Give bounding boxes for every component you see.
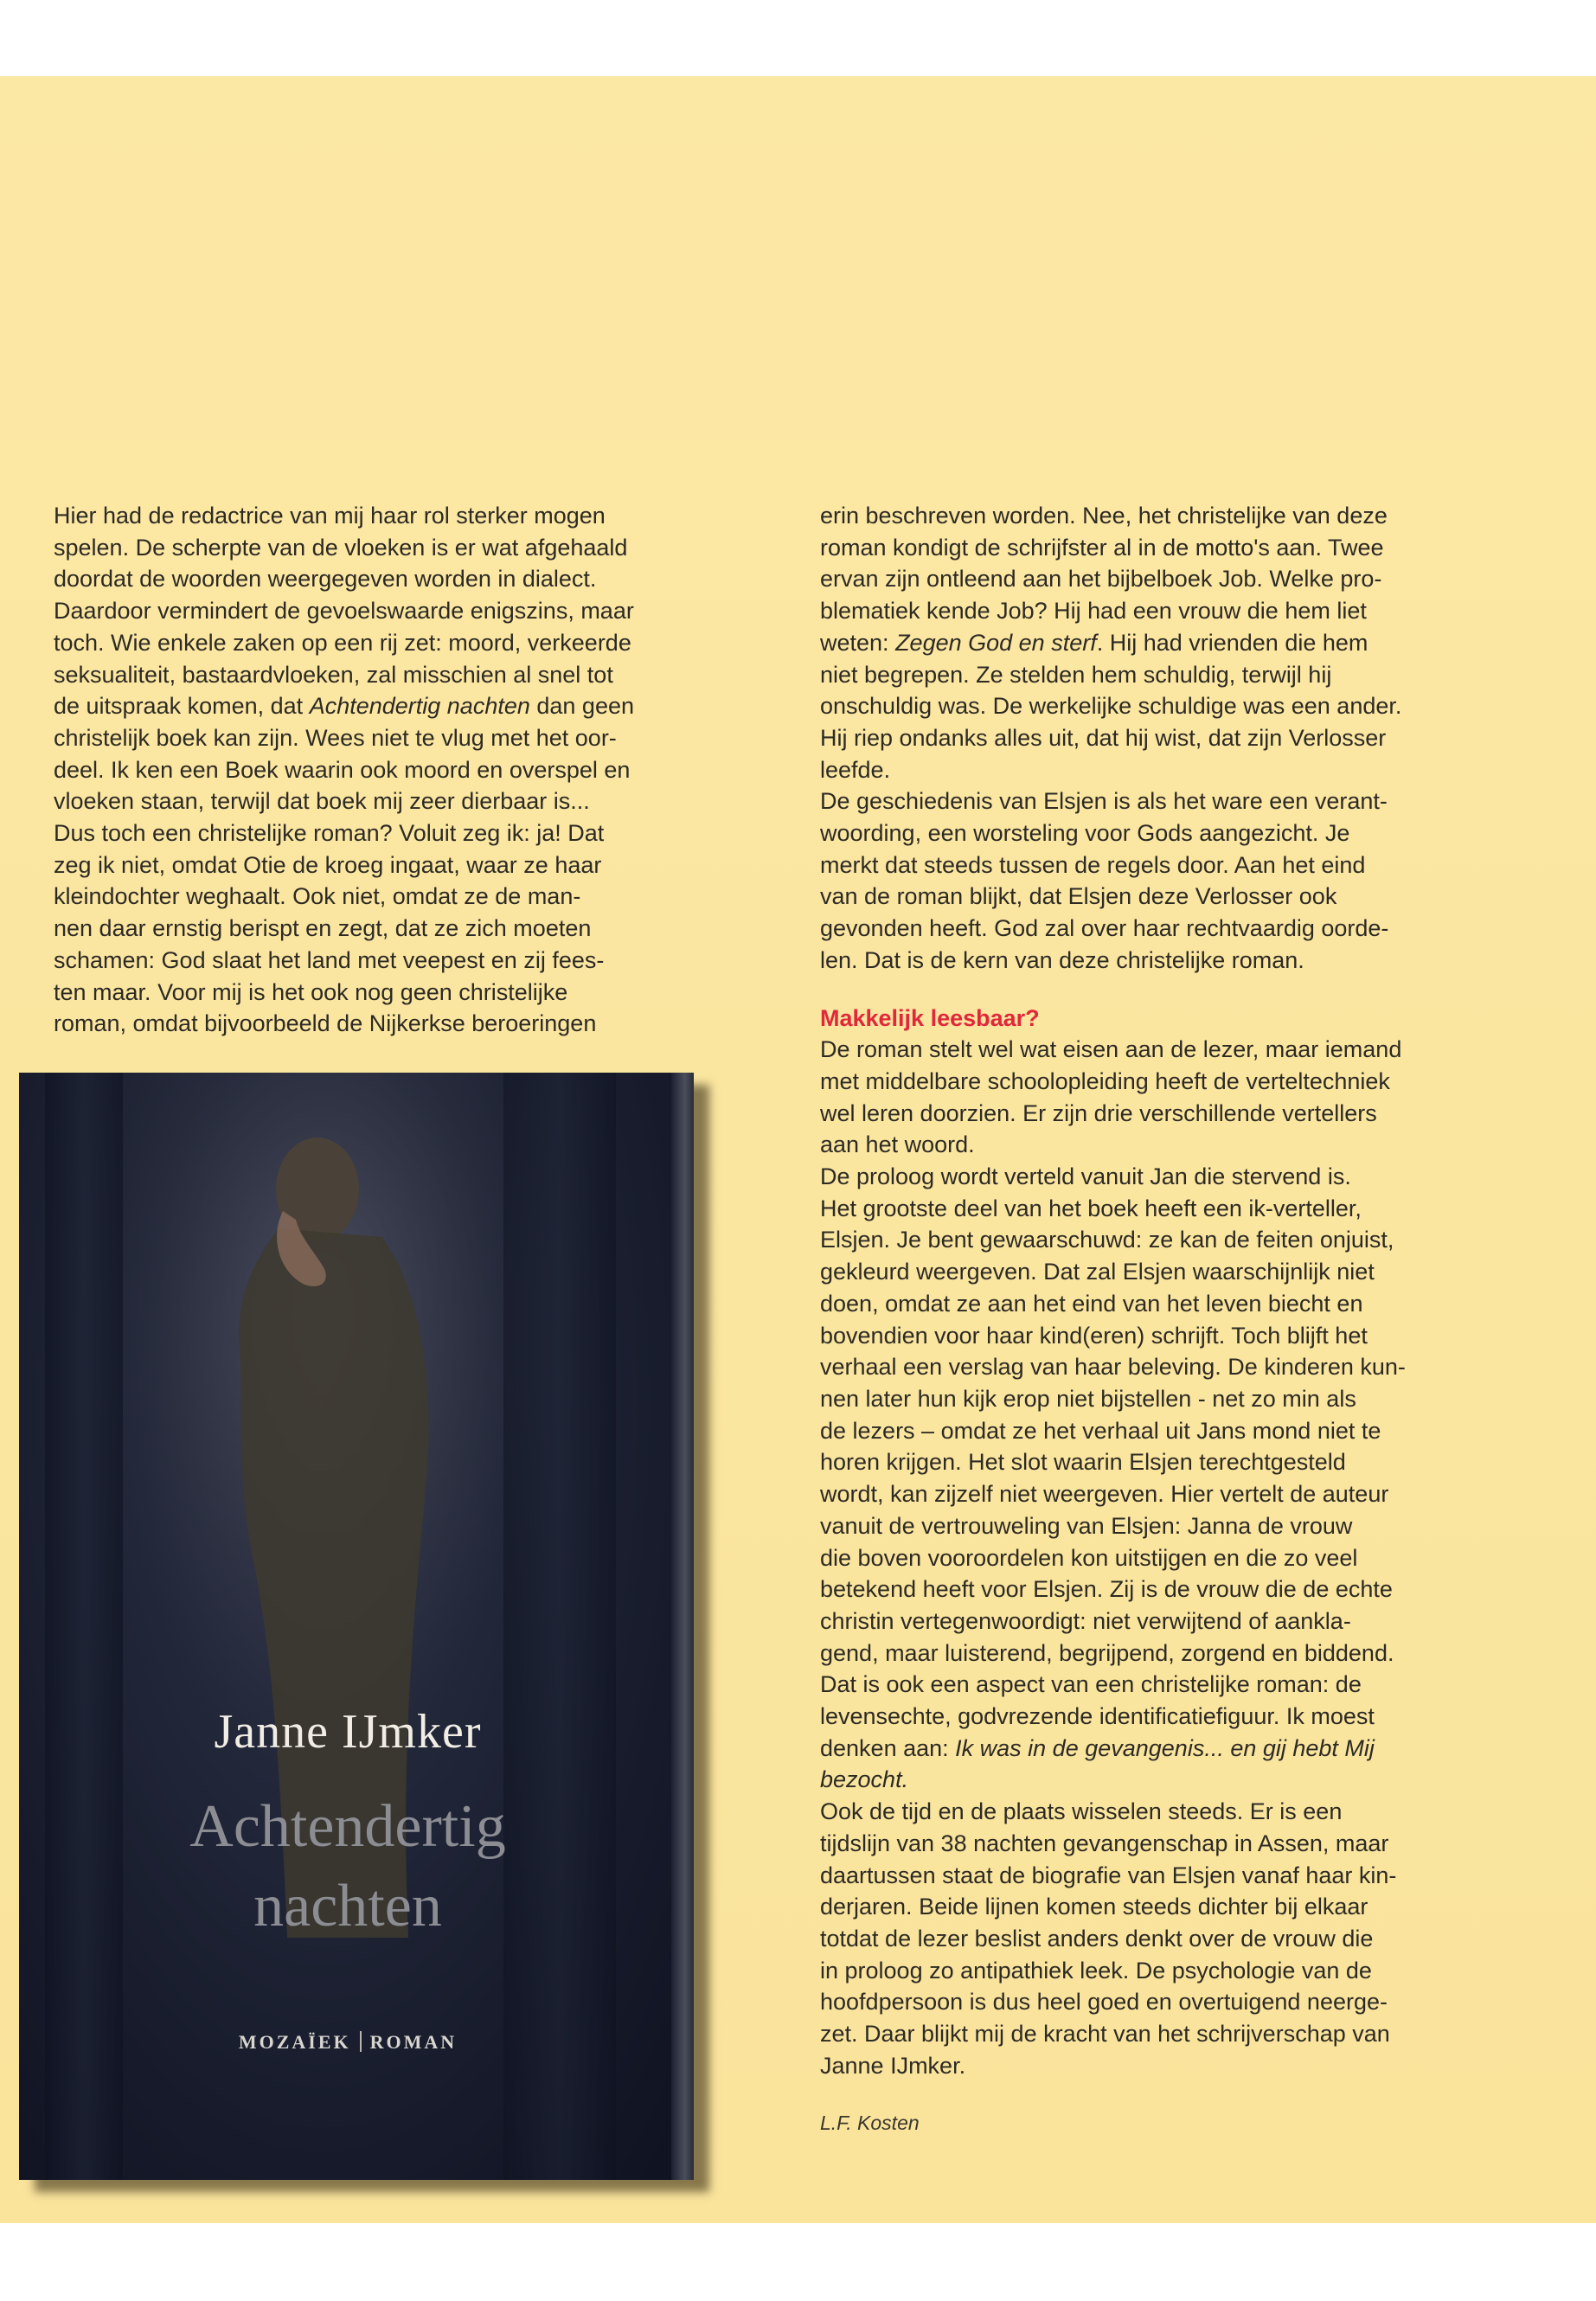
right-text-4a: De proloog wordt verteld vanuit Jan die stervend is. Het grootste deel van het boek heeft een ik-verteller, Elsjen. Je bent gewaarschuwd: ze kan de feiten onjuist, gekleurd weergeven. Dat zal Elsjen waarschijnlijk niet doen, omdat ze aan het eind van het leven biecht en bovendien voor haar kind(eren) schrijft. Toch blijft het verhaal een verslag van haar beleving. De kinderen kun- nen later hun kijk erop niet bijstellen - net zo min als de lezers – omdat ze het verhaal uit Jans mond niet te horen krijgen. Het slot waarin Elsjen terechtgesteld wordt, kan zijzelf niet weergeven. Hier vertelt de auteur vanuit de vertrouweling van Elsjen: Janna de vrouw die boven vooroordelen kon uitstijgen en die zo veel betekend heeft voor Elsjen. Zij is de vrouw die de echte christin vertegenwoordigt: niet verwijtend of aankla- gend, maar luisterend, begrijpend, zorgend en biddend. Dat is ook een aspect van een christelijke roman: de levensechte, godvrezende identificatiefiguur. Ik moest denken aan: bbox=[820, 1163, 1406, 1761]
right-paragraph-1 bbox=[820, 500, 1512, 785]
left-text-a: Hier had de redactrice van mij haar rol sterker mogen spelen. De scherpte van de vloeken is er wat afgehaald doordat de woorden weergegeven worden in dialect. Daardoor vermindert de gevoelswaarde enigszins, maar toch. Wie enkele zaken op een rij zet: moord, verkeerde seksualiteit, bastaardvloeken, zal misschien al snel tot de uitspraak komen, dat bbox=[54, 503, 634, 720]
cover-illustration bbox=[19, 1073, 694, 2180]
right-paragraph-4 bbox=[820, 1161, 1512, 1796]
section-heading: Makkelijk leesbaar? bbox=[820, 1004, 1040, 1031]
right-italic-quote-2: Ik was in de gevangenis... en gij hebt Mij bezocht. bbox=[820, 1734, 1375, 1793]
author-signature: L.F. Kosten bbox=[820, 2112, 920, 2135]
left-text-b: dan geen christelijk boek kan zijn. Wees niet te vlug met het oor- deel. Ik ken een Boek waarin ook moord en overspel en vloeken staan, terwijl dat boek mij zeer dierbaar is... Dus toch een christelijke roman? Voluit zeg ik: ja! Dat zeg ik niet, omdat Otie de kroeg ingaat, waar ze haar kleindochter weghaalt. Ook niet, omdat ze de man- nen daar ernstig berispt en zegt, dat ze zich moeten schamen: God slaat het land met veepest en zij fees- ten maar. Voor mij is het ook nog geen christelijke roman, omdat bijvoorbeeld de Nijkerkse beroeringen bbox=[54, 693, 634, 1037]
right-text-1b: . Hij had vrienden die hem niet begrepen. Ze stelden hem schuldig, terwijl hij onschuldig was. De werkelijke schuldige was een ander. Hij riep ondanks alles uit, dat hij wist, dat zijn Verlosser leefde. bbox=[820, 629, 1402, 783]
publisher-name: MOZAÏEK bbox=[238, 2031, 351, 2053]
book-cover bbox=[19, 1073, 694, 2180]
publisher-imprint: ROMAN bbox=[369, 2031, 458, 2053]
right-paragraph-2: De geschiedenis van Elsjen is als het ware een verant- woording, een worsteling voor Gods aangezicht. Je merkt dat steeds tussen de regels door. Aan het eind van de roman blijkt, dat Elsjen deze Verlosser ook gevonden heeft. God zal over haar rechtvaardig oorde- len. Dat is de kern van deze christelijke roman. bbox=[820, 788, 1389, 973]
book-title bbox=[19, 1787, 676, 1946]
book-author: Janne IJmker bbox=[214, 1705, 482, 1759]
right-column bbox=[820, 500, 1512, 2139]
left-column bbox=[54, 500, 746, 1040]
book-spine-edge bbox=[671, 1073, 694, 2180]
publisher-separator bbox=[360, 2031, 362, 2052]
right-italic-quote-1: Zegen God en sterf bbox=[895, 629, 1097, 656]
left-paragraph bbox=[54, 500, 746, 1040]
right-paragraph-5: Ook de tijd en de plaats wisselen steeds. Er is een tijdslijn van 38 nachten gevangenschap in Assen, maar daartussen staat de biografie van Elsjen vanaf haar kin- derjaren. Beide lijnen komen steeds dichter bij elkaar totdat de lezer beslist anders denkt over de vrouw die in proloog zo antipathiek leek. De psychologie van de hoofdpersoon is dus heel goed en overtuigend neerge- zet. Daar blijkt mij de kracht van het schrijverschap van Janne IJmker. bbox=[820, 1798, 1397, 2079]
right-text-1a: erin beschreven worden. Nee, het christelijke van deze roman kondigt de schrijfster al in de motto's aan. Twee ervan zijn ontleend aan het bijbelboek Job. Welke pro- blematiek kende Job? Hij had een vrouw die hem liet weten: bbox=[820, 503, 1388, 656]
right-paragraph-3: De roman stelt wel wat eisen aan de lezer, maar iemand met middelbare schoolopleiding heeft de verteltechniek wel leren doorzien. Er zijn drie verschillende vertellers aan het woord. bbox=[820, 1036, 1402, 1158]
book-publisher bbox=[19, 2031, 676, 2054]
book-title-line-1: Achtendertig bbox=[189, 1793, 506, 1860]
book-title-line-2: nachten bbox=[253, 1873, 442, 1939]
left-italic-title: Achtendertig nachten bbox=[309, 693, 530, 720]
